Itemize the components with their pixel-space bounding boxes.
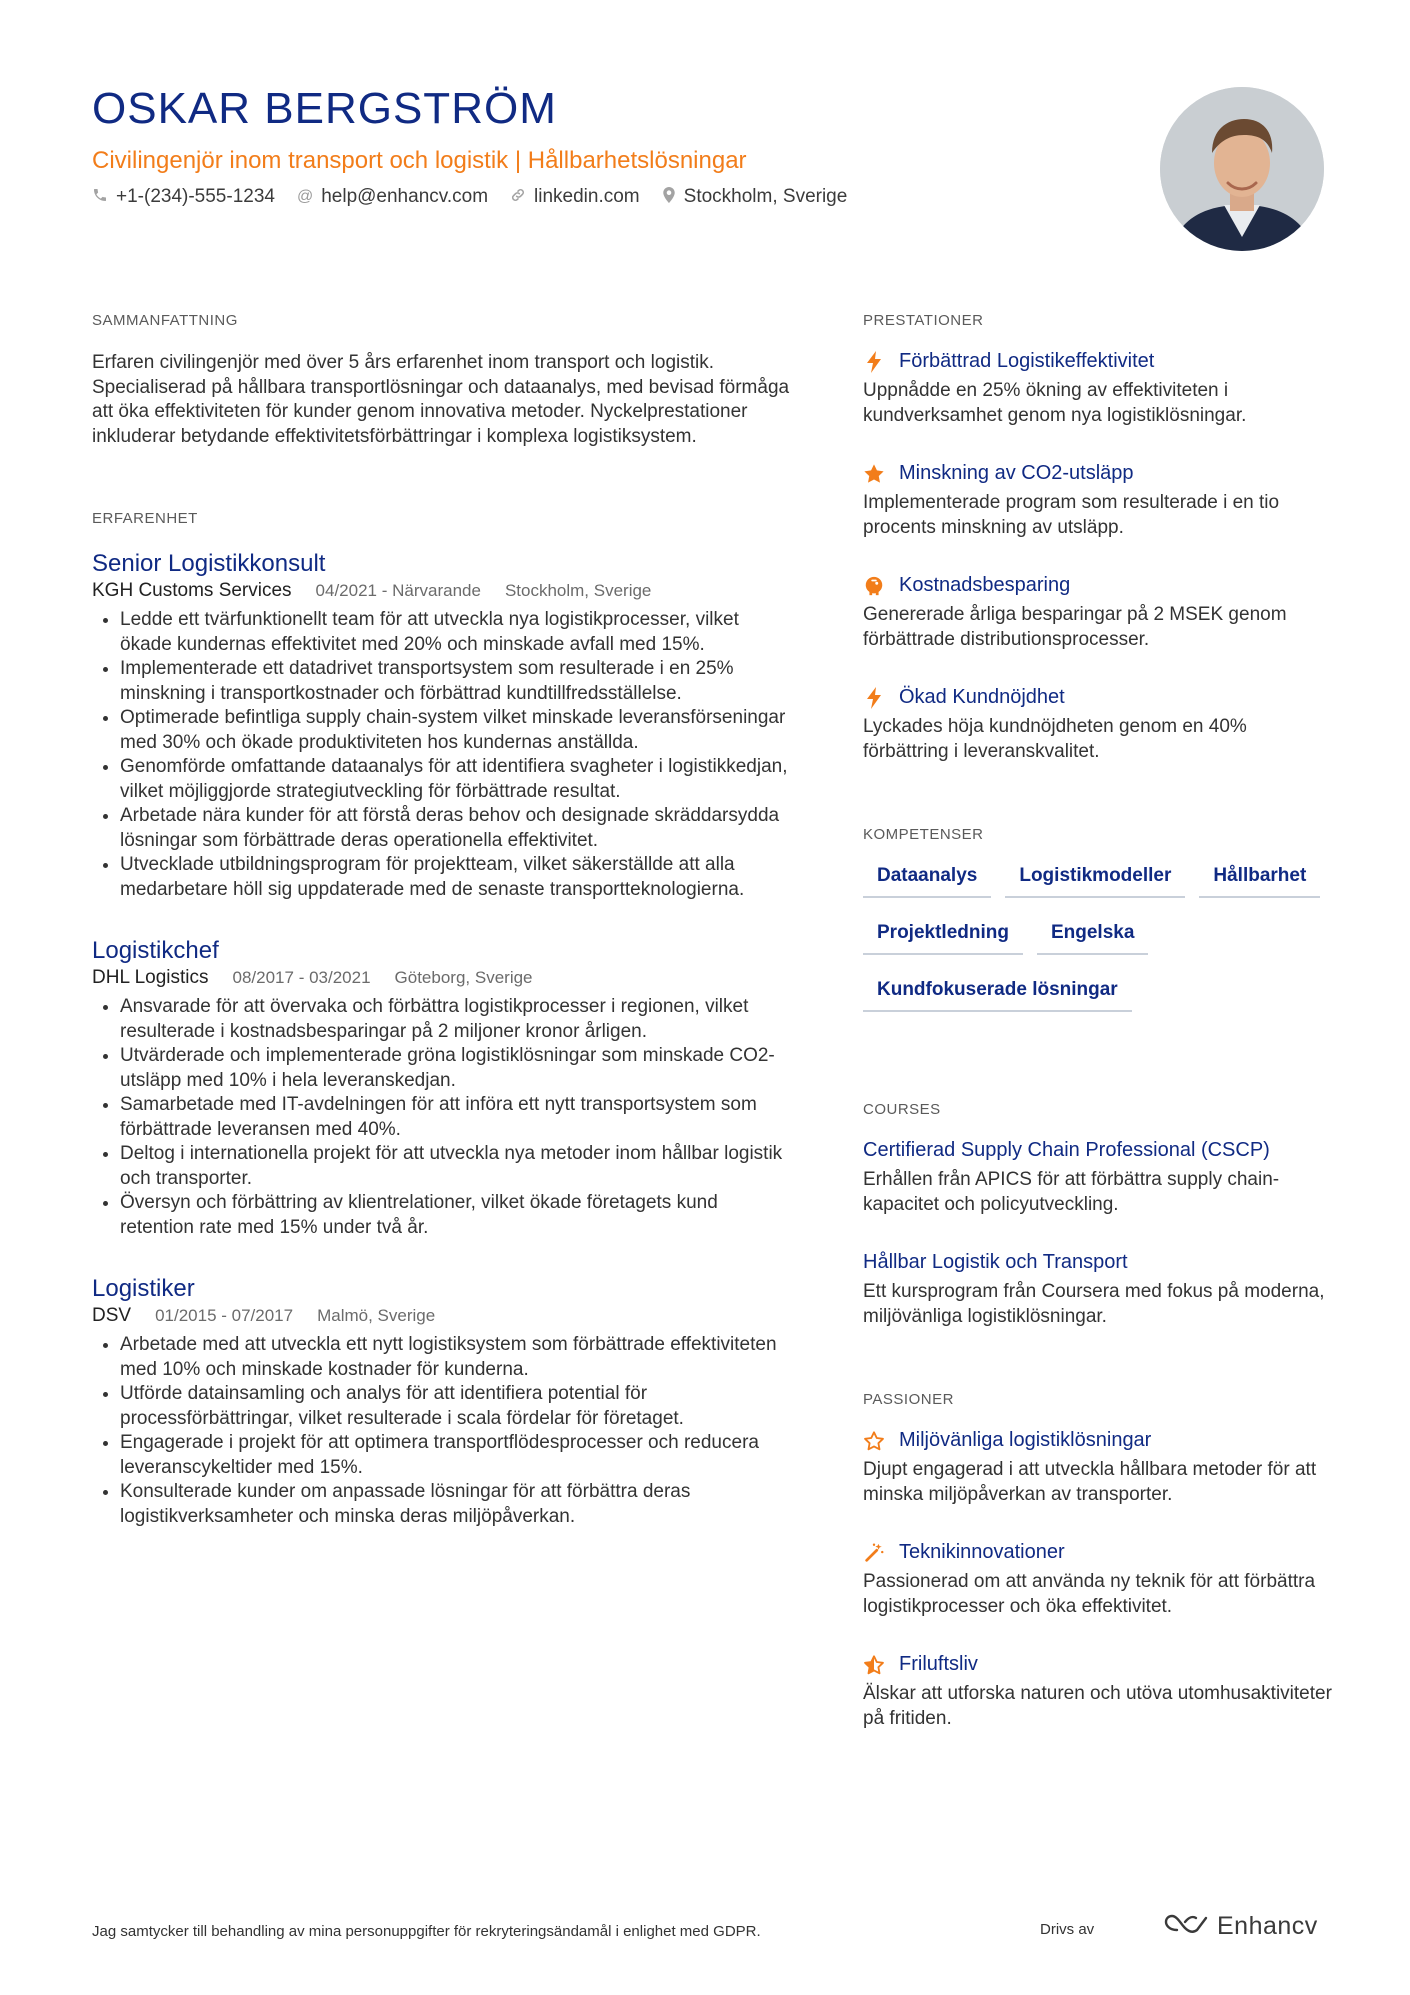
- job-bullet: • Deltog i internationella projekt för att utveckla nya metoder inom hållbar logistik och transporter.: [120, 1142, 792, 1191]
- achievement-desc: Lyckades höja kundnöjdheten genom en 40% förbättring i leveranskvalitet.: [863, 716, 1247, 762]
- contact-email-text: help@enhancv.com: [321, 186, 489, 207]
- candidate-name: OSKAR BERGSTRÖM: [92, 84, 557, 133]
- job-bullet: • Implementerade ett datadrivet transportsystem som resulterade i en 25% minskning i transportkostnader och förbättrad kundtillfredsställelse.: [120, 657, 792, 706]
- left-column: [92, 312, 792, 1529]
- passion-title: Miljövänliga logistiklösningar: [899, 1429, 1152, 1451]
- passion-item: [863, 1429, 1333, 1507]
- skill-tag: Hållbarhet: [1199, 861, 1320, 898]
- contact-bar: [92, 186, 847, 208]
- bolt-icon: [863, 351, 885, 373]
- achievement-title: Minskning av CO2-utsläpp: [899, 462, 1134, 484]
- job-company: DSV: [92, 1305, 132, 1326]
- bolt-icon: [863, 687, 885, 709]
- job-meta: [92, 1305, 792, 1327]
- link-icon: [510, 187, 526, 208]
- skill-tag: Engelska: [1037, 918, 1148, 955]
- achievement-title: Ökad Kundnöjdhet: [899, 686, 1065, 708]
- contact-phone[interactable]: [92, 186, 275, 208]
- passion-item: [863, 1541, 1333, 1619]
- job-bullets: [92, 1333, 792, 1529]
- passion-desc: Passionerad om att använda ny teknik för att förbättra logistikprocesser och öka effektivitet.: [863, 1571, 1316, 1617]
- summary-section-title: SAMMANFATTNING: [92, 312, 238, 329]
- skill-tag: Logistikmodeller: [1005, 861, 1185, 898]
- job-bullet: • Ansvarade för att övervaka och förbättra logistikprocesser i regionen, vilket resulterade i kostnadsbesparingar på 2 miljoner kronor årligen.: [120, 995, 792, 1044]
- job-title: Senior Logistikkonsult: [92, 550, 326, 577]
- skill-tag: Dataanalys: [863, 861, 991, 898]
- magic-wand-icon: [863, 1542, 885, 1564]
- contact-phone-text: +1-(234)-555-1234: [116, 186, 275, 207]
- course-desc: Ett kursprogram från Coursera med fokus på moderna, miljövänliga logistiklösningar.: [863, 1281, 1325, 1327]
- gdpr-consent: Jag samtycker till behandling av mina personuppgifter för rekryteringsändamål i enlighet med GDPR.: [92, 1923, 761, 1940]
- skills-section-title: KOMPETENSER: [863, 826, 984, 843]
- skill-tag: Kundfokuserade lösningar: [863, 975, 1132, 1012]
- course-desc: Erhållen från APICS för att förbättra supply chain-kapacitet och policyutveckling.: [863, 1169, 1280, 1215]
- course-item: [863, 1139, 1333, 1217]
- achievement-item: [863, 686, 1333, 764]
- job-bullet: • Engagerade i projekt för att optimera transportflödesprocesser och reducera leveranscykeltider med 15%.: [120, 1431, 792, 1480]
- job-bullets: [92, 995, 792, 1240]
- job-meta: [92, 967, 792, 989]
- courses-section-title: COURSES: [863, 1101, 941, 1118]
- contact-email[interactable]: [297, 186, 488, 208]
- job-entry: [92, 1274, 792, 1529]
- job-location: Göteborg, Sverige: [394, 968, 533, 987]
- job-company: KGH Customs Services: [92, 580, 292, 601]
- headline: Civilingenjör inom transport och logistik | Hållbarhetslösningar: [92, 147, 747, 174]
- job-bullet: • Utvecklade utbildningsprogram för projektteam, vilket säkerställde att alla medarbetare höll sig uppdaterade med de senaste transportteknologierna.: [120, 853, 792, 902]
- passion-title: Friluftsliv: [899, 1653, 978, 1675]
- job-bullet: • Arbetade nära kunder för att förstå deras behov och designade skräddarsydda lösningar som förbättrade deras operationella effektivitet.: [120, 804, 792, 853]
- job-meta: [92, 580, 792, 602]
- job-company: DHL Logistics: [92, 967, 209, 988]
- passion-desc: Djupt engagerad i att utveckla hållbara metoder för att minska miljöpåverkan av transporter.: [863, 1459, 1317, 1505]
- job-dates: 04/2021 - Närvarande: [315, 581, 481, 600]
- at-icon: @: [296, 188, 314, 205]
- profile-photo: [1160, 87, 1324, 251]
- powered-by-label: Drivs av: [1040, 1921, 1095, 1938]
- job-bullets: [92, 608, 792, 902]
- skills-list: [863, 861, 1333, 1012]
- summary-text: Erfaren civilingenjör med över 5 års erfarenhet inom transport och logistik. Specialiserad på hållbara transportlösningar och dataanalys, med bevisad förmåga att öka effektiviteten för kunder genom innovativa metoder. Nyckelprestationer inkluderar betydande effektivitetsförbättringar i komplexa logistiksystem.: [92, 352, 790, 447]
- job-entry: [92, 549, 792, 902]
- passions-section-title: PASSIONER: [863, 1391, 954, 1408]
- job-bullet: • Utvärderade och implementerade gröna logistiklösningar som minskade CO2-utsläpp med 10% i hela leveranskedjan.: [120, 1044, 792, 1093]
- course-title: Certifierad Supply Chain Professional (CSCP): [863, 1139, 1270, 1161]
- job-title: Logistikchef: [92, 937, 219, 964]
- right-column: [863, 312, 1333, 1731]
- course-item: [863, 1251, 1333, 1329]
- job-title: Logistiker: [92, 1275, 195, 1302]
- course-title: Hållbar Logistik och Transport: [863, 1251, 1128, 1273]
- job-bullet: • Ledde ett tvärfunktionellt team för att utveckla nya logistikprocesser, vilket ökade kundernas effektivitet med 20% och minskade avfall med 15%.: [120, 608, 792, 657]
- phone-icon: [92, 187, 108, 208]
- job-entry: [92, 936, 792, 1240]
- star-half-icon: [863, 1654, 885, 1676]
- location-icon: [662, 187, 676, 208]
- achievement-item: [863, 462, 1333, 540]
- job-dates: 01/2015 - 07/2017: [155, 1306, 294, 1325]
- job-location: Malmö, Sverige: [317, 1306, 436, 1325]
- job-dates: 08/2017 - 03/2021: [232, 968, 371, 987]
- contact-location: [662, 186, 848, 208]
- contact-linkedin-text: linkedin.com: [534, 186, 640, 207]
- passion-item: [863, 1653, 1333, 1731]
- enhancv-wordmark: Enhancv: [1217, 1912, 1318, 1940]
- job-bullet: • Översyn och förbättring av klientrelationer, vilket ökade företagets kund retention rate med 15% under två år.: [120, 1191, 792, 1240]
- achievement-title: Förbättrad Logistikeffektivitet: [899, 350, 1155, 372]
- achievement-desc: Uppnådde en 25% ökning av effektiviteten i kundverksamhet genom nya logistiklösningar.: [863, 380, 1247, 426]
- achievement-title: Kostnadsbesparing: [899, 574, 1071, 596]
- skill-tag: Projektledning: [863, 918, 1023, 955]
- job-bullet: • Optimerade befintliga supply chain-system vilket minskade leveransförseningar med 30% och ökade produktiviteten hos kundernas anställda.: [120, 706, 792, 755]
- achievements-section-title: PRESTATIONER: [863, 312, 984, 329]
- passion-title: Teknikinnovationer: [899, 1541, 1065, 1563]
- job-bullet: • Genomförde omfattande dataanalys för att identifiera svagheter i logistikkedjan, vilket möjliggjorde strategiutveckling för förbättrade resultat.: [120, 755, 792, 804]
- star-outline-icon: [863, 1430, 885, 1452]
- contact-location-text: Stockholm, Sverige: [683, 186, 848, 207]
- achievement-item: [863, 350, 1333, 428]
- job-location: Stockholm, Sverige: [504, 581, 652, 600]
- contact-linkedin[interactable]: [510, 186, 640, 208]
- job-bullet: • Konsulterade kunder om anpassade lösningar för att förbättra deras logistikverksamheter och minska deras miljöpåverkan.: [120, 1480, 792, 1529]
- passion-desc: Älskar att utforska naturen och utöva utomhusaktiviteter på fritiden.: [863, 1683, 1332, 1729]
- achievement-desc: Implementerade program som resulterade i en tio procents minskning av utsläpp.: [863, 492, 1280, 538]
- star-icon: [863, 463, 885, 485]
- enhancv-logo-icon: [1163, 1912, 1209, 1941]
- job-bullet: • Utförde datainsamling och analys för att identifiera potential för processförbättringar, vilket resulterade i scala fördelar för företaget.: [120, 1382, 792, 1431]
- achievement-item: [863, 574, 1333, 652]
- enhancv-brand[interactable]: [1163, 1912, 1318, 1941]
- piggy-bank-icon: [863, 575, 885, 597]
- job-bullet: • Samarbetade med IT-avdelningen för att införa ett nytt transportsystem som förbättrade leveransen med 40%.: [120, 1093, 792, 1142]
- achievement-desc: Genererade årliga besparingar på 2 MSEK genom förbättrade distributionsprocesser.: [863, 604, 1287, 650]
- job-bullet: • Arbetade med att utveckla ett nytt logistiksystem som förbättrade effektiviteten med 10% och minskade kostnader för kunderna.: [120, 1333, 792, 1382]
- experience-section-title: ERFARENHET: [92, 510, 198, 527]
